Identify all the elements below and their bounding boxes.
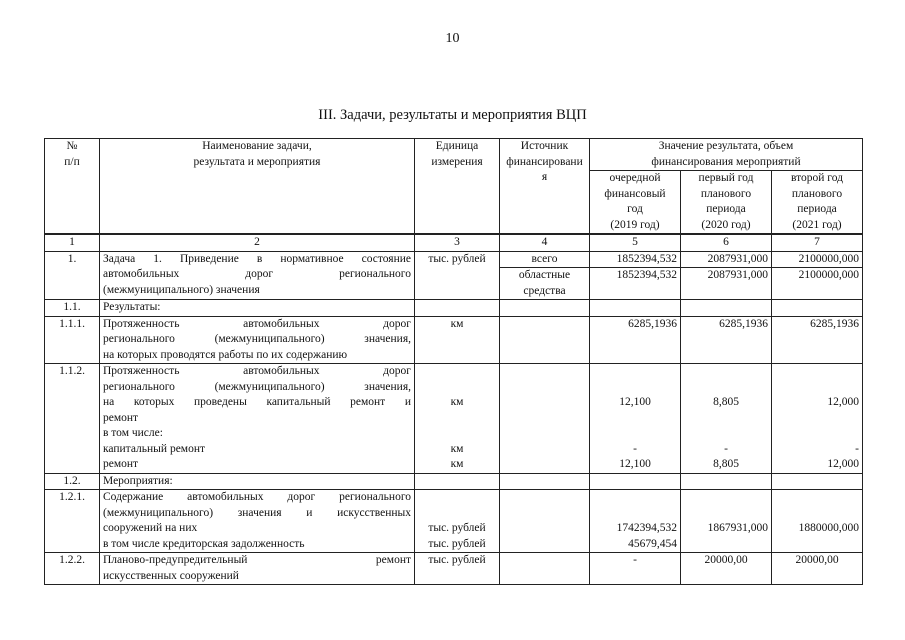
row-value-2019 bbox=[590, 364, 681, 474]
row-name bbox=[100, 553, 415, 585]
row-name-line: регионального (межмуниципального) значения, bbox=[103, 380, 411, 393]
empty-cell bbox=[590, 300, 681, 317]
table-row-results bbox=[45, 300, 863, 317]
row-value-line: 12,100 bbox=[619, 458, 651, 470]
row-value-line: 12,100 bbox=[619, 396, 651, 408]
header-year3-cell bbox=[772, 171, 863, 235]
header-year1-line4: (2019 год) bbox=[610, 218, 660, 231]
row-name-line: в том числе: bbox=[103, 427, 163, 439]
row-value-2019: 1852394,532 bbox=[590, 251, 681, 268]
header-num-cell bbox=[45, 139, 100, 235]
row-name-line: (межмуниципального) значения и искусственных bbox=[103, 506, 411, 519]
row-name-line: капитальный ремонт bbox=[103, 442, 206, 455]
header-year2-line4: (2020 год) bbox=[701, 218, 751, 231]
header-year2-cell bbox=[681, 171, 772, 235]
empty-cell bbox=[500, 316, 590, 364]
row-value-2020: 2087931,000 bbox=[681, 268, 772, 300]
header-year3-line2: планового bbox=[791, 187, 843, 200]
row-number: 1.1.2. bbox=[45, 364, 100, 474]
row-value-2021: 6285,1936 bbox=[772, 316, 863, 364]
header-unit-line2: измерения bbox=[431, 155, 483, 168]
header-unit-cell bbox=[415, 139, 500, 235]
row-name bbox=[100, 490, 415, 553]
row-unit-line: км bbox=[450, 442, 464, 455]
header-year2-line3: периода bbox=[706, 203, 746, 215]
row-source-line: средства bbox=[523, 284, 566, 297]
empty-cell bbox=[500, 490, 590, 553]
header-name-line1: Наименование задачи, bbox=[202, 140, 312, 152]
row-name-line: Протяженность автомобильных дорог bbox=[103, 365, 411, 377]
row-source-line: областные bbox=[518, 269, 571, 281]
empty-cell bbox=[500, 364, 590, 474]
empty-cell bbox=[500, 473, 590, 490]
header-year1-line3: год bbox=[627, 203, 643, 215]
row-value-line: - bbox=[724, 442, 728, 455]
header-year3-line4: (2021 год) bbox=[792, 218, 842, 231]
row-value-line: 1742394,532 bbox=[616, 522, 677, 534]
header-row bbox=[45, 139, 863, 171]
col-number-cell: 5 bbox=[590, 234, 681, 251]
header-year1-line1: очередной bbox=[609, 172, 661, 184]
row-value-2020: 2087931,000 bbox=[681, 251, 772, 268]
row-value-line: - bbox=[855, 442, 860, 455]
row-name-line: автомобильных дорог регионального bbox=[103, 268, 411, 280]
empty-cell bbox=[772, 473, 863, 490]
header-year3-line1: второй год bbox=[791, 172, 843, 184]
header-source-line1: Источник bbox=[520, 140, 569, 152]
row-number: 1.2.2. bbox=[45, 553, 100, 585]
row-name-line: Протяженность автомобильных дорог bbox=[103, 317, 411, 330]
header-year3-line3: периода bbox=[797, 203, 837, 215]
row-value-line: 12,000 bbox=[827, 396, 860, 408]
row-value-line: 8,805 bbox=[713, 396, 739, 408]
header-num-line1: № bbox=[66, 140, 78, 152]
row-value-2019: - bbox=[590, 553, 681, 585]
section-title: III. Задачи, результаты и мероприятия ВЦП bbox=[318, 107, 587, 123]
header-value-cell bbox=[590, 139, 863, 171]
row-value-line: - bbox=[633, 442, 637, 455]
row-name bbox=[100, 364, 415, 474]
table-row-1-2-2 bbox=[45, 553, 863, 585]
row-value-2020: 6285,1936 bbox=[681, 316, 772, 364]
row-value-2021 bbox=[772, 364, 863, 474]
row-number: 1.2.1. bbox=[45, 490, 100, 553]
row-name: Мероприятия: bbox=[100, 473, 415, 490]
row-name-line: Планово-предупредительный ремонт bbox=[103, 554, 411, 566]
row-name-line: регионального (межмуниципального) значения, bbox=[103, 333, 411, 345]
row-unit-line: тыс. рублей bbox=[428, 537, 486, 550]
col-number-cell: 3 bbox=[415, 234, 500, 251]
row-value-2019: 6285,1936 bbox=[590, 316, 681, 364]
row-name-line: искусственных сооружений bbox=[103, 569, 239, 582]
empty-cell bbox=[590, 473, 681, 490]
empty-cell bbox=[500, 300, 590, 317]
col-number-cell: 7 bbox=[772, 234, 863, 251]
empty-cell bbox=[772, 300, 863, 317]
header-year1-line2: финансовый bbox=[604, 187, 666, 200]
empty-cell bbox=[415, 473, 500, 490]
page-number: 10 bbox=[445, 31, 460, 46]
row-number: 1.2. bbox=[45, 473, 100, 490]
row-value-line: 12,000 bbox=[827, 458, 860, 470]
header-source-line3: я bbox=[541, 171, 548, 183]
row-number: 1.1.1. bbox=[45, 316, 100, 364]
row-unit: тыс. рублей bbox=[415, 251, 500, 268]
header-name-cell bbox=[100, 139, 415, 235]
col-number-cell: 4 bbox=[500, 234, 590, 251]
row-source bbox=[500, 268, 590, 300]
row-value-line: 8,805 bbox=[713, 458, 739, 470]
row-value-2021 bbox=[772, 490, 863, 553]
tasks-table bbox=[44, 138, 863, 585]
header-unit-line1: Единица bbox=[435, 140, 479, 152]
row-unit: тыс. рублей bbox=[415, 553, 500, 585]
header-year1-cell bbox=[590, 171, 681, 235]
header-source-line2: финансировани bbox=[506, 155, 583, 168]
row-value-2021: 20000,00 bbox=[772, 553, 863, 585]
empty-cell bbox=[500, 553, 590, 585]
row-name-line: в том числе кредиторская задолженность bbox=[103, 537, 305, 550]
row-unit-line: км bbox=[450, 396, 464, 408]
row-number: 1. bbox=[45, 251, 100, 300]
row-value-2020: 20000,00 bbox=[681, 553, 772, 585]
row-unit-line: км bbox=[450, 458, 464, 470]
row-name-line: ремонт bbox=[103, 411, 139, 424]
row-source: всего bbox=[500, 251, 590, 268]
row-value-line: 1867931,000 bbox=[707, 522, 768, 534]
row-name: Результаты: bbox=[100, 300, 415, 317]
header-value-line1: Значение результата, объем bbox=[658, 140, 794, 152]
col-number-cell: 2 bbox=[100, 234, 415, 251]
row-name-line: (межмуниципального) значения bbox=[103, 283, 260, 296]
empty-cell bbox=[681, 473, 772, 490]
row-value-2020 bbox=[681, 364, 772, 474]
row-value-2021: 2100000,000 bbox=[772, 268, 863, 300]
row-name-line: на которых проведены капитальный ремонт и bbox=[103, 396, 411, 408]
col-number-cell: 1 bbox=[45, 234, 100, 251]
row-unit: км bbox=[415, 316, 500, 364]
row-unit bbox=[415, 490, 500, 553]
row-name bbox=[100, 316, 415, 364]
col-number-cell: 6 bbox=[681, 234, 772, 251]
row-value-line: 1880000,000 bbox=[798, 522, 860, 534]
row-unit-line: тыс. рублей bbox=[428, 522, 486, 534]
row-value-2019: 1852394,532 bbox=[590, 268, 681, 300]
empty-cell bbox=[681, 300, 772, 317]
table-row-activities bbox=[45, 473, 863, 490]
row-name-line: на которых проводятся работы по их содержанию bbox=[103, 348, 348, 361]
row-number: 1.1. bbox=[45, 300, 100, 317]
header-source-cell bbox=[500, 139, 590, 235]
row-name-line: Задача 1. Приведение в нормативное состояние bbox=[103, 252, 411, 265]
table-row-1-1-1 bbox=[45, 316, 863, 364]
row-value-line: 45679,454 bbox=[628, 537, 677, 550]
row-unit-empty bbox=[415, 268, 500, 300]
header-num-line2: п/п bbox=[64, 155, 80, 168]
empty-cell bbox=[415, 300, 500, 317]
row-name-line: Содержание автомобильных дорог регионального bbox=[103, 491, 411, 503]
table-row-task1-total bbox=[45, 251, 863, 268]
row-unit bbox=[415, 364, 500, 474]
header-name-line2: результата и мероприятия bbox=[193, 155, 321, 168]
table-row-1-1-2 bbox=[45, 364, 863, 474]
table-row-1-2-1 bbox=[45, 490, 863, 553]
row-value-2020 bbox=[681, 490, 772, 553]
row-name-line: ремонт bbox=[103, 458, 139, 470]
row-value-2021: 2100000,000 bbox=[772, 251, 863, 268]
row-name bbox=[100, 251, 415, 300]
header-year2-line1: первый год bbox=[698, 172, 754, 184]
row-name-line: сооружений на них bbox=[103, 522, 198, 534]
row-value-2019 bbox=[590, 490, 681, 553]
header-year2-line2: планового bbox=[700, 187, 752, 200]
column-numbers-row bbox=[45, 234, 863, 251]
header-value-line2: финансирования мероприятий bbox=[651, 155, 801, 168]
